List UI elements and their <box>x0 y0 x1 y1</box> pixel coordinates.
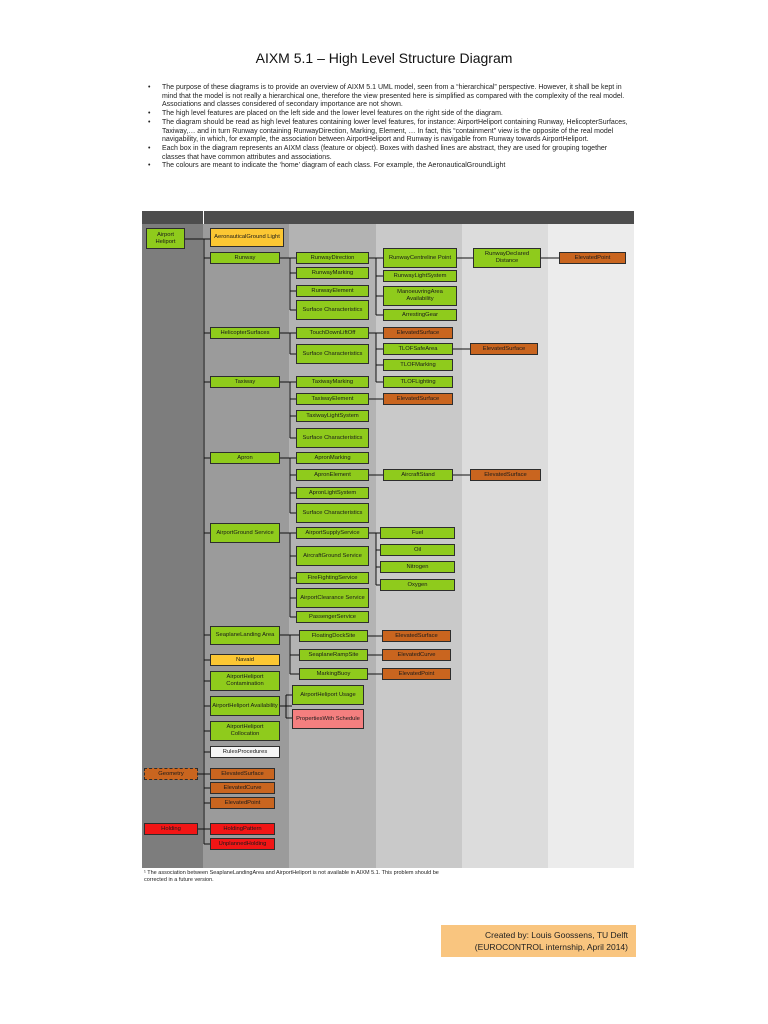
node-tlof-safe-area[interactable]: TLOFSafeArea <box>383 343 453 355</box>
description-item: • The diagram should be read as high level features containing lower level features, for instance: AirportHeliport containing Runway, HelicopterSurfaces, Taxiway,… and in turn Runway containing RunwayDirection, Marking, Element, … In fact, this “containment” view is the opposite of the real model navigability, in which, for example, the association between AirportHeliport and Runway is navigable from Runway towards AirportHeliport. <box>148 119 628 145</box>
node-elevated-surface[interactable]: ElevatedSurface <box>470 469 541 481</box>
node-elevated-curve[interactable]: ElevatedCurve <box>382 649 451 661</box>
node-touchdown-liftoff[interactable]: TouchDownLiftOff <box>296 327 369 339</box>
node-elevated-surface[interactable]: ElevatedSurface <box>210 768 275 780</box>
node-aircraft-stand[interactable]: AircraftStand <box>383 469 453 481</box>
node-elevated-surface[interactable]: ElevatedSurface <box>382 630 451 642</box>
node-taxiway[interactable]: Taxiway <box>210 376 280 388</box>
node-taxiway-light-system[interactable]: TaxiwayLightSystem <box>296 410 369 422</box>
node-apron-light-system[interactable]: ApronLightSystem <box>296 487 369 499</box>
node-ah-usage[interactable]: AirportHeliport Usage <box>292 685 364 705</box>
node-ah-availability[interactable]: AirportHeliport Availability <box>210 696 280 716</box>
node-oil[interactable]: Oil <box>380 544 455 556</box>
node-runway-light-system[interactable]: RunwayLightSystem <box>383 270 457 282</box>
description-item: • The colours are meant to indicate the ‘home’ diagram of each class. For example, the AeronauticalGroundLight <box>148 162 628 171</box>
node-properties-with-schedule[interactable]: PropertiesWith Schedule <box>292 709 364 729</box>
node-floating-dock-site[interactable]: FloatingDockSite <box>299 630 368 642</box>
node-apron[interactable]: Apron <box>210 452 280 464</box>
node-elevated-point[interactable]: ElevatedPoint <box>559 252 626 264</box>
node-geometry[interactable]: Geometry <box>144 768 198 780</box>
node-surface-characteristics[interactable]: Surface Characteristics <box>296 300 369 320</box>
node-fuel[interactable]: Fuel <box>380 527 455 539</box>
node-elevated-surface[interactable]: ElevatedSurface <box>383 327 453 339</box>
credit-line-2: (EUROCONTROL internship, April 2014) <box>474 942 628 952</box>
node-runway[interactable]: Runway <box>210 252 280 264</box>
node-seaplane-landing-area[interactable]: SeaplaneLanding Area <box>210 626 280 645</box>
node-runway-declared-distance[interactable]: RunwayDeclared Distance <box>473 248 541 268</box>
node-elevated-surface[interactable]: ElevatedSurface <box>383 393 453 405</box>
node-arresting-gear[interactable]: ArrestingGear <box>383 309 457 321</box>
node-runway-centreline-point[interactable]: RunwayCentreline Point <box>383 248 457 268</box>
node-ah-contamination[interactable]: AirportHeliport Contamination <box>210 671 280 691</box>
node-elevated-surface[interactable]: ElevatedSurface <box>470 343 538 355</box>
description-item: • Each box in the diagram represents an AIXM class (feature or object). Boxes with dashed lines are abstract, they are used for grouping together classes that have common attributes and associations. <box>148 145 628 162</box>
node-helicopter-surfaces[interactable]: HelicopterSurfaces <box>210 327 280 339</box>
node-rules-procedures[interactable]: RulesProcedures <box>210 746 280 758</box>
page-title: AIXM 5.1 – High Level Structure Diagram <box>255 50 513 66</box>
node-unplanned-holding[interactable]: UnplannedHolding <box>210 838 275 850</box>
credit-box <box>441 925 636 957</box>
node-holding[interactable]: Holding <box>144 823 198 835</box>
node-passenger-service[interactable]: PassengerService <box>296 611 369 623</box>
node-taxiway-marking[interactable]: TaxiwayMarking <box>296 376 369 388</box>
description-item: • The purpose of these diagrams is to provide an overview of AIXM 5.1 UML model, seen from a “hierarchical” perspective. However, it shall be kept in mind that the model is not really a hierarchical one, therefore the view presented here is simplified as compared with the complexity of the real model. Associations and classes considered of secondary importance are not shown. <box>148 84 628 110</box>
node-tlof-lighting[interactable]: TLOFLighting <box>383 376 453 388</box>
node-runway-element[interactable]: RunwayElement <box>296 285 369 297</box>
description-item: • The high level features are placed on the left side and the lower level features on the right side of the diagram. <box>148 110 628 119</box>
node-airport-supply-service[interactable]: AirportSupplyService <box>296 527 369 539</box>
node-surface-characteristics[interactable]: Surface Characteristics <box>296 344 369 364</box>
node-surface-characteristics[interactable]: Surface Characteristics <box>296 503 369 523</box>
node-taxiway-element[interactable]: TaxiwayElement <box>296 393 369 405</box>
node-elevated-point[interactable]: ElevatedPoint <box>382 668 451 680</box>
node-airport-ground-service[interactable]: AirportGround Service <box>210 523 280 543</box>
node-airport-heliport[interactable]: Airport Heliport <box>146 228 185 249</box>
node-manoeuvring-area-availability[interactable]: ManoeuvringArea Availability <box>383 286 457 306</box>
node-navaid[interactable]: Navaid <box>210 654 280 666</box>
node-ah-collocation[interactable]: AirportHeliport Collocation <box>210 721 280 741</box>
node-fire-fighting-service[interactable]: FireFightingService <box>296 572 369 584</box>
node-apron-marking[interactable]: ApronMarking <box>296 452 369 464</box>
credit-line-1: Created by: Louis Goossens, TU Delft <box>485 930 628 940</box>
node-seaplane-ramp-site[interactable]: SeaplaneRampSite <box>299 649 368 661</box>
node-tlof-marking[interactable]: TLOFMarking <box>383 359 453 371</box>
node-runway-direction[interactable]: RunwayDirection <box>296 252 369 264</box>
node-holding-pattern[interactable]: HoldingPattern <box>210 823 275 835</box>
node-nitrogen[interactable]: Nitrogen <box>380 561 455 573</box>
node-apron-element[interactable]: ApronElement <box>296 469 369 481</box>
node-airport-clearance-service[interactable]: AirportClearance Service <box>296 588 369 608</box>
node-runway-marking[interactable]: RunwayMarking <box>296 267 369 279</box>
node-surface-characteristics[interactable]: Surface Characteristics <box>296 428 369 448</box>
footnote: ¹ The association between SeaplaneLandingArea and AirportHeliport is not available in AIXM 5.1. This problem should be corrected in a future version. <box>144 870 439 883</box>
node-elevated-point[interactable]: ElevatedPoint <box>210 797 275 809</box>
node-aircraft-ground-service[interactable]: AircraftGround Service <box>296 546 369 566</box>
node-marking-buoy[interactable]: MarkingBuoy <box>299 668 368 680</box>
node-aeronautical-ground-light[interactable]: AeronauticalGround Light <box>210 228 284 247</box>
node-elevated-curve[interactable]: ElevatedCurve <box>210 782 275 794</box>
node-oxygen[interactable]: Oxygen <box>380 579 455 591</box>
